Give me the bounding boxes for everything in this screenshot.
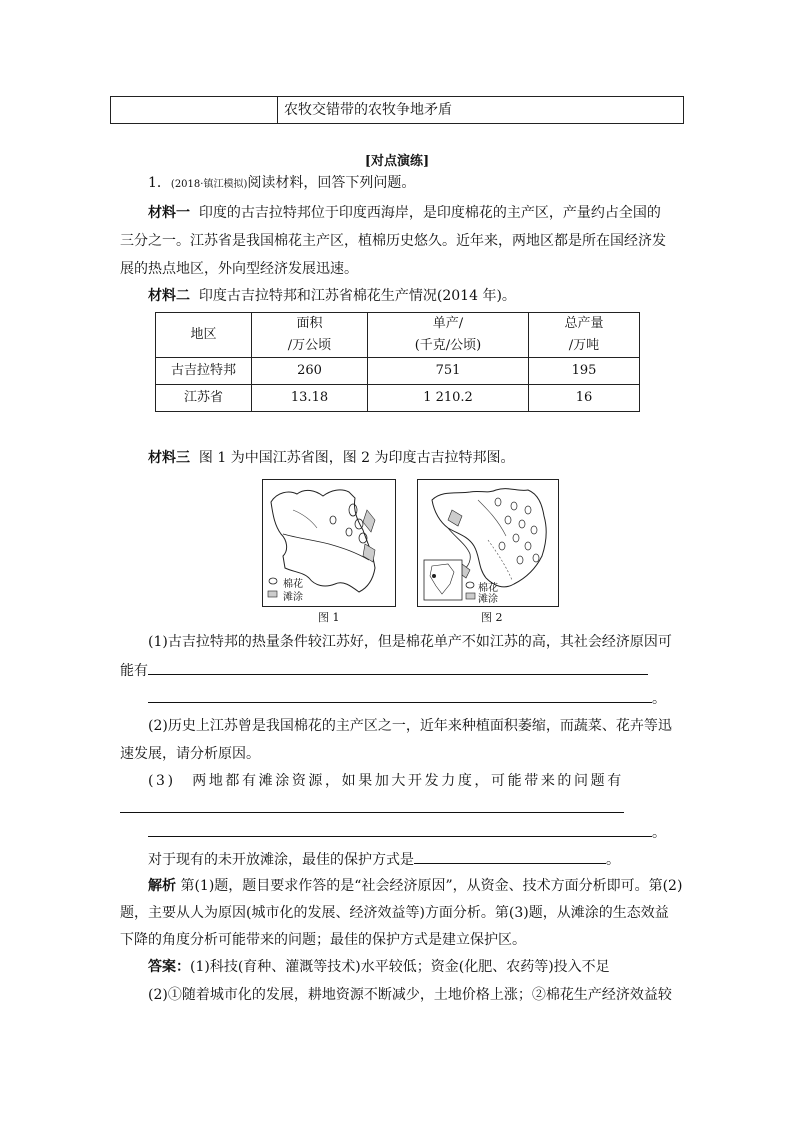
table-cell: 751 bbox=[368, 358, 529, 385]
header-area-l2: /万公顷 bbox=[287, 338, 332, 353]
table-cell: 260 bbox=[252, 358, 368, 385]
q3-period-2: 。 bbox=[606, 852, 620, 868]
material2-label: 材料二 bbox=[148, 288, 190, 304]
q1-answer-blank[interactable] bbox=[148, 660, 648, 675]
question-source: (2018·镇江模拟) bbox=[170, 179, 248, 190]
q3-answer-blank[interactable] bbox=[120, 798, 624, 813]
q3-line4 bbox=[148, 849, 620, 870]
analysis-line2: 题，主要从人为原因(城市化的发展、经济效益等)方面分析。第(3)题，从滩涂的生态效益 bbox=[120, 905, 669, 921]
q3-answer-blank-2[interactable] bbox=[148, 822, 652, 837]
q1-line2 bbox=[120, 660, 648, 681]
material2-line bbox=[148, 286, 516, 306]
header-region: 地区 bbox=[190, 327, 217, 342]
q3-line2 bbox=[120, 798, 624, 819]
q2-line1: (2)历史上江苏曾是我国棉花的主产区之一，近年来种植面积萎缩，而蔬菜、花卉等迅 bbox=[148, 718, 672, 734]
q3-period: 。 bbox=[652, 825, 666, 841]
analysis-text1: 第(1)题，题目要求作答的是“社会经济原因”，从资金、技术方面分析即可。第(2) bbox=[180, 878, 683, 894]
table-cell: 13.18 bbox=[252, 385, 368, 412]
question-intro bbox=[148, 173, 415, 195]
question-number: 1． bbox=[148, 175, 171, 191]
table-header-cell bbox=[156, 313, 252, 358]
answer-text1: (1)科技(育种、灌溉等技术)水平较低；资金(化肥、农药等)投入不足 bbox=[190, 959, 610, 975]
material1-line3: 展的热点地区，外向型经济发展迅速。 bbox=[120, 261, 358, 277]
table-cell: 16 bbox=[529, 385, 640, 412]
table-header-row bbox=[156, 313, 640, 358]
fig1-legend-tidal: 滩涂 bbox=[283, 592, 303, 603]
table-cell: 江苏省 bbox=[156, 385, 252, 412]
cotton-production-table bbox=[155, 312, 640, 412]
analysis-label: 解析 bbox=[148, 878, 176, 894]
figure1-caption: 图 1 bbox=[318, 611, 340, 624]
table-row bbox=[156, 385, 640, 412]
fig2-legend-tidal: 滩涂 bbox=[478, 594, 498, 605]
table-cell: 195 bbox=[529, 358, 640, 385]
table-header-cell bbox=[368, 313, 529, 358]
material3-label: 材料三 bbox=[148, 450, 190, 466]
material1-line1 bbox=[148, 203, 661, 223]
question-intro-text: 阅读材料，回答下列问题。 bbox=[247, 175, 416, 191]
header-output-l2: /万吨 bbox=[568, 338, 600, 353]
section-title: [对点演练] bbox=[364, 154, 430, 169]
header-area-l1: 面积 bbox=[296, 316, 323, 331]
fig2-legend-cotton: 棉花 bbox=[478, 583, 498, 594]
figure2-gujarat-map bbox=[417, 479, 559, 607]
table-cell: 古吉拉特邦 bbox=[156, 358, 252, 385]
answer-line2: (2)①随着城市化的发展，耕地资源不断减少，土地价格上涨；②棉花生产经济效益较 bbox=[148, 987, 672, 1003]
q1-period: 。 bbox=[652, 691, 666, 707]
header-yield-l1: 单产/ bbox=[432, 316, 464, 331]
analysis-line1 bbox=[148, 876, 682, 896]
q3-line3 bbox=[148, 822, 666, 843]
answer-line1 bbox=[148, 957, 610, 977]
q1-line3 bbox=[148, 688, 666, 709]
material1-label: 材料一 bbox=[148, 205, 190, 221]
material2-text: 印度古吉拉特邦和江苏省棉花生产情况(2014 年)。 bbox=[198, 288, 516, 304]
q3-line1: (3) 两地都有滩涂资源，如果加大开发力度，可能带来的问题有 bbox=[148, 773, 624, 789]
material1-text1: 印度的古吉拉特邦位于印度西海岸，是印度棉花的主产区，产量约占全国的 bbox=[198, 205, 661, 221]
material3-text: 图 1 为中国江苏省图，图 2 为印度古吉拉特邦图。 bbox=[198, 450, 515, 466]
table-row bbox=[156, 358, 640, 385]
header-yield-l2: (千克/公顷) bbox=[414, 338, 482, 353]
topic-header-box bbox=[110, 96, 684, 124]
answer-label: 答案： bbox=[148, 959, 190, 975]
fig1-legend-cotton: 棉花 bbox=[283, 579, 303, 590]
header-empty-cell bbox=[111, 97, 278, 123]
figure1-jiangsu-map bbox=[262, 479, 396, 607]
material1-line2: 三分之一。江苏省是我国棉花主产区，植棉历史悠久。近年来，两地区都是所在国经济发 bbox=[120, 233, 666, 249]
q3-protection-prompt: 对于现有的未开放滩涂，最佳的保护方式是 bbox=[148, 852, 414, 868]
topic-title: 农牧交错带的农牧争地矛盾 bbox=[284, 102, 452, 118]
q1-prefix: 能有 bbox=[120, 663, 148, 679]
header-output-l1: 总产量 bbox=[564, 316, 604, 331]
table-header-cell bbox=[529, 313, 640, 358]
q2-line2: 速发展，请分析原因。 bbox=[120, 746, 260, 762]
q1-line1: (1)古吉拉特邦的热量条件较江苏好，但是棉花单产不如江苏的高，其社会经济原因可 bbox=[148, 634, 672, 650]
analysis-line3: 下降的角度分析可能带来的问题；最佳的保护方式是建立保护区。 bbox=[120, 932, 526, 948]
table-cell: 1 210.2 bbox=[368, 385, 529, 412]
q1-answer-blank-2[interactable] bbox=[148, 688, 652, 703]
q3-protection-blank[interactable] bbox=[414, 849, 606, 864]
table-header-cell bbox=[252, 313, 368, 358]
material3-line bbox=[148, 448, 515, 468]
figure2-caption: 图 2 bbox=[481, 611, 503, 624]
